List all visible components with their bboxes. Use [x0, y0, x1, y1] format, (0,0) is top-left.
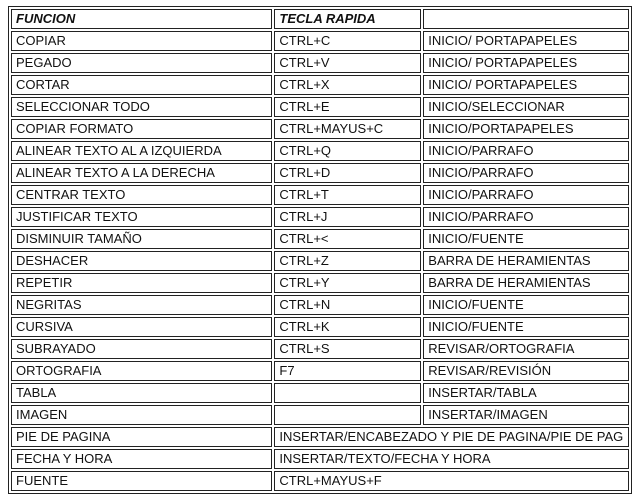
cell-ubicacion: INICIO/FUENTE	[423, 317, 629, 337]
cell-funcion: SELECCIONAR TODO	[11, 97, 272, 117]
cell-funcion: IMAGEN	[11, 405, 272, 425]
table-header-row	[11, 9, 629, 29]
header-tecla-rapida: TECLA RAPIDA	[274, 9, 421, 29]
cell-funcion: FUENTE	[11, 471, 272, 491]
cell-tecla	[274, 383, 421, 403]
cell-tecla: F7	[274, 361, 421, 381]
table-row-merged	[11, 449, 629, 469]
cell-funcion: TABLA	[11, 383, 272, 403]
table-row	[11, 119, 629, 139]
cell-tecla: CTRL+Y	[274, 273, 421, 293]
cell-ubicacion: BARRA DE HERAMIENTAS	[423, 273, 629, 293]
table-row	[11, 141, 629, 161]
table-row	[11, 339, 629, 359]
cell-ubicacion: INICIO/SELECCIONAR	[423, 97, 629, 117]
cell-funcion: JUSTIFICAR TEXTO	[11, 207, 272, 227]
cell-funcion: PIE DE PAGINA	[11, 427, 272, 447]
cell-ubicacion: REVISAR/ORTOGRAFIA	[423, 339, 629, 359]
table-row	[11, 207, 629, 227]
table-row	[11, 405, 629, 425]
cell-funcion: CURSIVA	[11, 317, 272, 337]
cell-tecla: CTRL+X	[274, 75, 421, 95]
cell-tecla: CTRL+Q	[274, 141, 421, 161]
table-row	[11, 53, 629, 73]
table-row	[11, 75, 629, 95]
cell-merged-value: INSERTAR/ENCABEZADO Y PIE DE PAGINA/PIE DE PAG	[274, 427, 629, 447]
table-row	[11, 163, 629, 183]
cell-ubicacion: INICIO/FUENTE	[423, 229, 629, 249]
shortcuts-table	[8, 6, 632, 494]
cell-tecla: CTRL+MAYUS+C	[274, 119, 421, 139]
table-row	[11, 273, 629, 293]
table-row	[11, 295, 629, 315]
cell-funcion: ALINEAR TEXTO A LA DERECHA	[11, 163, 272, 183]
cell-ubicacion: INICIO/PARRAFO	[423, 163, 629, 183]
cell-ubicacion: INICIO/ PORTAPAPELES	[423, 53, 629, 73]
cell-ubicacion: REVISAR/REVISIÓN	[423, 361, 629, 381]
cell-ubicacion: INSERTAR/TABLA	[423, 383, 629, 403]
table-row	[11, 31, 629, 51]
table-row	[11, 97, 629, 117]
table-row	[11, 317, 629, 337]
header-funcion: FUNCION	[11, 9, 272, 29]
cell-tecla: CTRL+C	[274, 31, 421, 51]
header-ubicacion	[423, 9, 629, 29]
cell-funcion: CENTRAR TEXTO	[11, 185, 272, 205]
table-row	[11, 185, 629, 205]
cell-ubicacion: INICIO/ PORTAPAPELES	[423, 75, 629, 95]
cell-ubicacion: INICIO/PARRAFO	[423, 141, 629, 161]
table-row	[11, 383, 629, 403]
cell-ubicacion: INICIO/PARRAFO	[423, 207, 629, 227]
cell-tecla: CTRL+<	[274, 229, 421, 249]
cell-funcion: COPIAR FORMATO	[11, 119, 272, 139]
cell-tecla: CTRL+K	[274, 317, 421, 337]
cell-funcion: COPIAR	[11, 31, 272, 51]
cell-funcion: CORTAR	[11, 75, 272, 95]
table-row	[11, 229, 629, 249]
cell-tecla: CTRL+V	[274, 53, 421, 73]
cell-tecla: CTRL+N	[274, 295, 421, 315]
cell-ubicacion: INICIO/ PORTAPAPELES	[423, 31, 629, 51]
cell-ubicacion: BARRA DE HERAMIENTAS	[423, 251, 629, 271]
table-row-merged	[11, 427, 629, 447]
cell-funcion: PEGADO	[11, 53, 272, 73]
cell-merged-value: CTRL+MAYUS+F	[274, 471, 629, 491]
table-row	[11, 251, 629, 271]
cell-tecla: CTRL+Z	[274, 251, 421, 271]
cell-tecla: CTRL+J	[274, 207, 421, 227]
cell-ubicacion: INICIO/PARRAFO	[423, 185, 629, 205]
cell-funcion: ORTOGRAFIA	[11, 361, 272, 381]
cell-funcion: REPETIR	[11, 273, 272, 293]
cell-ubicacion: INSERTAR/IMAGEN	[423, 405, 629, 425]
cell-funcion: FECHA Y HORA	[11, 449, 272, 469]
cell-merged-value: INSERTAR/TEXTO/FECHA Y HORA	[274, 449, 629, 469]
table-row-merged	[11, 471, 629, 491]
cell-funcion: SUBRAYADO	[11, 339, 272, 359]
cell-tecla: CTRL+S	[274, 339, 421, 359]
table-row	[11, 361, 629, 381]
cell-tecla: CTRL+E	[274, 97, 421, 117]
cell-ubicacion: INICIO/PORTAPAPELES	[423, 119, 629, 139]
cell-tecla: CTRL+T	[274, 185, 421, 205]
cell-ubicacion: INICIO/FUENTE	[423, 295, 629, 315]
cell-funcion: DISMINUIR TAMAÑO	[11, 229, 272, 249]
cell-tecla: CTRL+D	[274, 163, 421, 183]
cell-funcion: DESHACER	[11, 251, 272, 271]
cell-funcion: ALINEAR TEXTO AL A IZQUIERDA	[11, 141, 272, 161]
cell-tecla	[274, 405, 421, 425]
cell-funcion: NEGRITAS	[11, 295, 272, 315]
